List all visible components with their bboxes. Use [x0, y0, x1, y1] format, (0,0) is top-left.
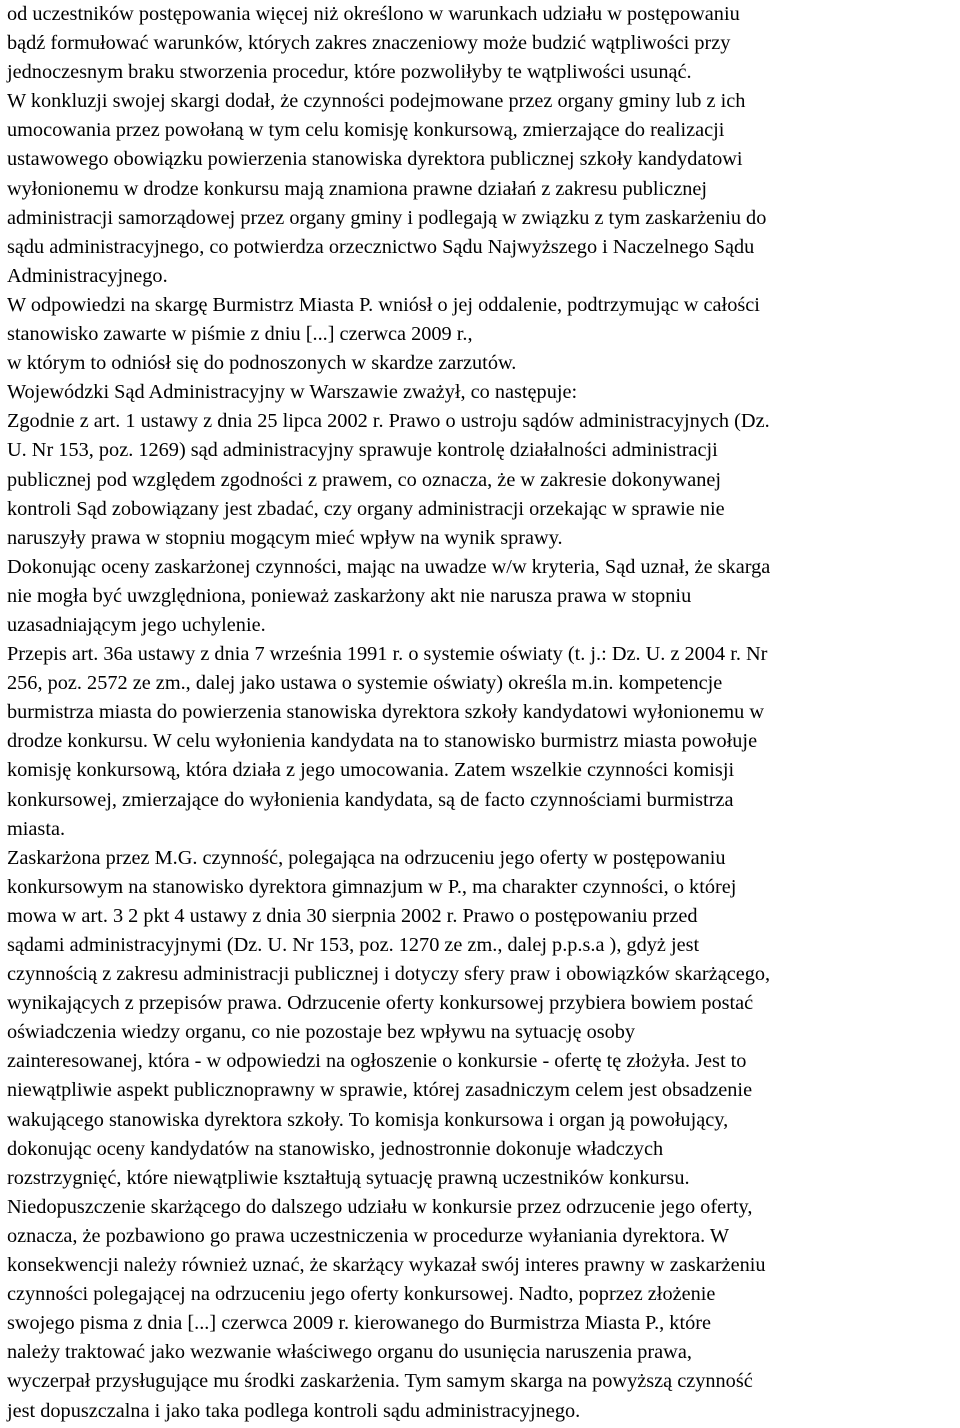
text-line: miasta.: [7, 817, 66, 840]
text-line: dokonując oceny kandydatów na stanowisko, jednostronnie dokonuje władczych: [7, 1137, 664, 1160]
text-line: konkursowej, zmierzające do wyłonienia kandydata, są de facto czynnościami burmistrza: [7, 788, 734, 811]
paragraph: [7, 378, 960, 407]
text-line: od uczestników postępowania więcej niż określono w warunkach udziału w postępowaniu: [7, 3, 740, 25]
text-line: jednoczesnym braku stworzenia procedur, które pozwoliłyby te wątpliwości usunąć.: [7, 61, 692, 84]
text-line: publicznej pod względem zgodności z prawem, co oznacza, że w zakresie dokonywanej: [7, 468, 722, 491]
text-line: W konkluzji swojej skargi dodał, że czynności podejmowane przez organy gminy lub z ich: [7, 90, 746, 113]
text-line: czynności polegającej na odrzuceniu jego oferty konkursowej. Nadto, poprzez złożenie: [7, 1283, 716, 1306]
text-line: konkursowym na stanowisko dyrektora gimnazjum w P., ma charakter czynności, o której: [7, 875, 737, 898]
paragraph: [7, 291, 960, 378]
text-line: komisję konkursową, która działa z jego umocowania. Zatem wszelkie czynności komisji: [7, 759, 735, 782]
text-line: oznacza, że pozbawiono go prawa uczestniczenia w procedurze wyłaniania dyrektora. W: [7, 1224, 730, 1247]
paragraph: [7, 1193, 960, 1426]
paragraph: [7, 640, 960, 844]
text-line: drodze konkursu. W celu wyłonienia kandydata na to stanowisko burmistrz miasta powołuje: [7, 730, 758, 753]
text-line: bądź formułować warunków, których zakres znaczeniowy może budzić wątpliwości przy: [7, 32, 731, 55]
text-line: swojego pisma z dnia [...] czerwca 2009 r. kierowanego do Burmistrza Miasta P., które: [7, 1312, 711, 1335]
paragraph: [7, 0, 960, 87]
paragraph: [7, 87, 960, 291]
text-line: czynnością z zakresu administracji publicznej i dotyczy sfery praw i obowiązków skarżącego,: [7, 963, 771, 986]
text-line: uzasadniającym jego uchylenie.: [7, 613, 266, 636]
text-line: administracji samorządowej przez organy gminy i podlegają w związku z tym zaskarżeniu do: [7, 206, 767, 229]
text-line: zainteresowanej, która - w odpowiedzi na ogłoszenie o konkursie - ofertę tę złożyła. Jest to: [7, 1050, 747, 1073]
text-line: naruszyły prawa w stopniu mogącym mieć wpływ na wynik sprawy.: [7, 526, 563, 549]
text-line: wyczerpał przysługujące mu środki zaskarżenia. Tym samym skarga na powyższą czynność: [7, 1370, 753, 1393]
text-line: konsekwencji należy również uznać, że skarżący wykazał swój interes prawny w zaskarżeniu: [7, 1254, 766, 1277]
text-line: mowa w art. 3 2 pkt 4 ustawy z dnia 30 sierpnia 2002 r. Prawo o postępowaniu przed: [7, 904, 698, 927]
text-line: Dokonując oceny zaskarżonej czynności, mając na uwadze w/w kryteria, Sąd uznał, że skarga: [7, 555, 771, 578]
text-line: należy traktować jako wezwanie właściwego organu do usunięcia naruszenia prawa,: [7, 1341, 692, 1364]
text-line: W odpowiedzi na skargę Burmistrz Miasta P. wniósł o jej oddalenie, podtrzymując w całości: [7, 293, 760, 316]
text-line: sądu administracyjnego, co potwierdza orzecznictwo Sądu Najwyższego i Naczelnego Sądu: [7, 235, 755, 258]
text-line: niewątpliwie aspekt publicznoprawny w sprawie, której zasadniczym celem jest obsadzenie: [7, 1079, 753, 1102]
text-line: oświadczenia wiedzy organu, co nie pozostaje bez wpływu na sytuację osoby: [7, 1021, 636, 1044]
text-line: burmistrza miasta do powierzenia stanowiska dyrektora szkoły kandydatowi wyłonionemu w: [7, 701, 765, 724]
text-line: kontroli Sąd zobowiązany jest zbadać, czy organy administracji orzekając w sprawie nie: [7, 497, 725, 520]
text-line: Niedopuszczenie skarżącego do dalszego udziału w konkursie przez odrzucenie jego oferty,: [7, 1195, 753, 1218]
text-line: rozstrzygnięć, które niewątpliwie kształtują sytuację prawną uczestników konkursu.: [7, 1166, 690, 1189]
text-line: w którym to odniósł się do podnoszonych w skardze zarzutów.: [7, 352, 517, 375]
paragraph: [7, 553, 960, 640]
text-line: stanowisko zawarte w piśmie z dniu [...] czerwca 2009 r.,: [7, 323, 473, 346]
text-line: Zaskarżona przez M.G. czynność, polegająca na odrzuceniu jego oferty w postępowaniu: [7, 846, 726, 869]
text-line: jest dopuszczalna i jako taka podlega kontroli sądu administracyjnego.: [7, 1399, 581, 1422]
document-body: [7, 0, 960, 1426]
text-line: Zgodnie z art. 1 ustawy z dnia 25 lipca 2002 r. Prawo o ustroju sądów administracyjnych (Dz.: [7, 410, 770, 433]
text-line: wynikających z przepisów prawa. Odrzucenie oferty konkursowej przybiera bowiem postać: [7, 992, 754, 1015]
text-line: Wojewódzki Sąd Administracyjny w Warszawie zważył, co następuje:: [7, 381, 578, 404]
text-line: sądami administracyjnymi (Dz. U. Nr 153, poz. 1270 ze zm., dalej p.p.s.a ), gdyż jest: [7, 934, 700, 956]
text-line: nie mogła być uwzględniona, ponieważ zaskarżony akt nie narusza prawa w stopniu: [7, 584, 692, 607]
text-line: 256, poz. 2572 ze zm., dalej jako ustawa o systemie oświaty) określa m.in. kompetencje: [7, 672, 723, 695]
text-line: Administracyjnego.: [7, 264, 168, 287]
text-line: ustawowego obowiązku powierzenia stanowiska dyrektora publicznej szkoły kandydatowi: [7, 148, 743, 171]
text-line: umocowania przez powołaną w tym celu komisję konkursową, zmierzające do realizacji: [7, 119, 725, 142]
text-line: wakującego stanowiska dyrektora szkoły. To komisja konkursowa i organ ją powołujący,: [7, 1108, 729, 1131]
text-line: U. Nr 153, poz. 1269) sąd administracyjny sprawuje kontrolę działalności administracji: [7, 439, 718, 462]
paragraph: [7, 407, 960, 552]
paragraph: [7, 844, 960, 1193]
text-line: Przepis art. 36a ustawy z dnia 7 września 1991 r. o systemie oświaty (t. j.: Dz. U. z 2004 r. Nr: [7, 643, 768, 666]
text-line: wyłonionemu w drodze konkursu mają znamiona prawne działań z zakresu publicznej: [7, 177, 707, 200]
